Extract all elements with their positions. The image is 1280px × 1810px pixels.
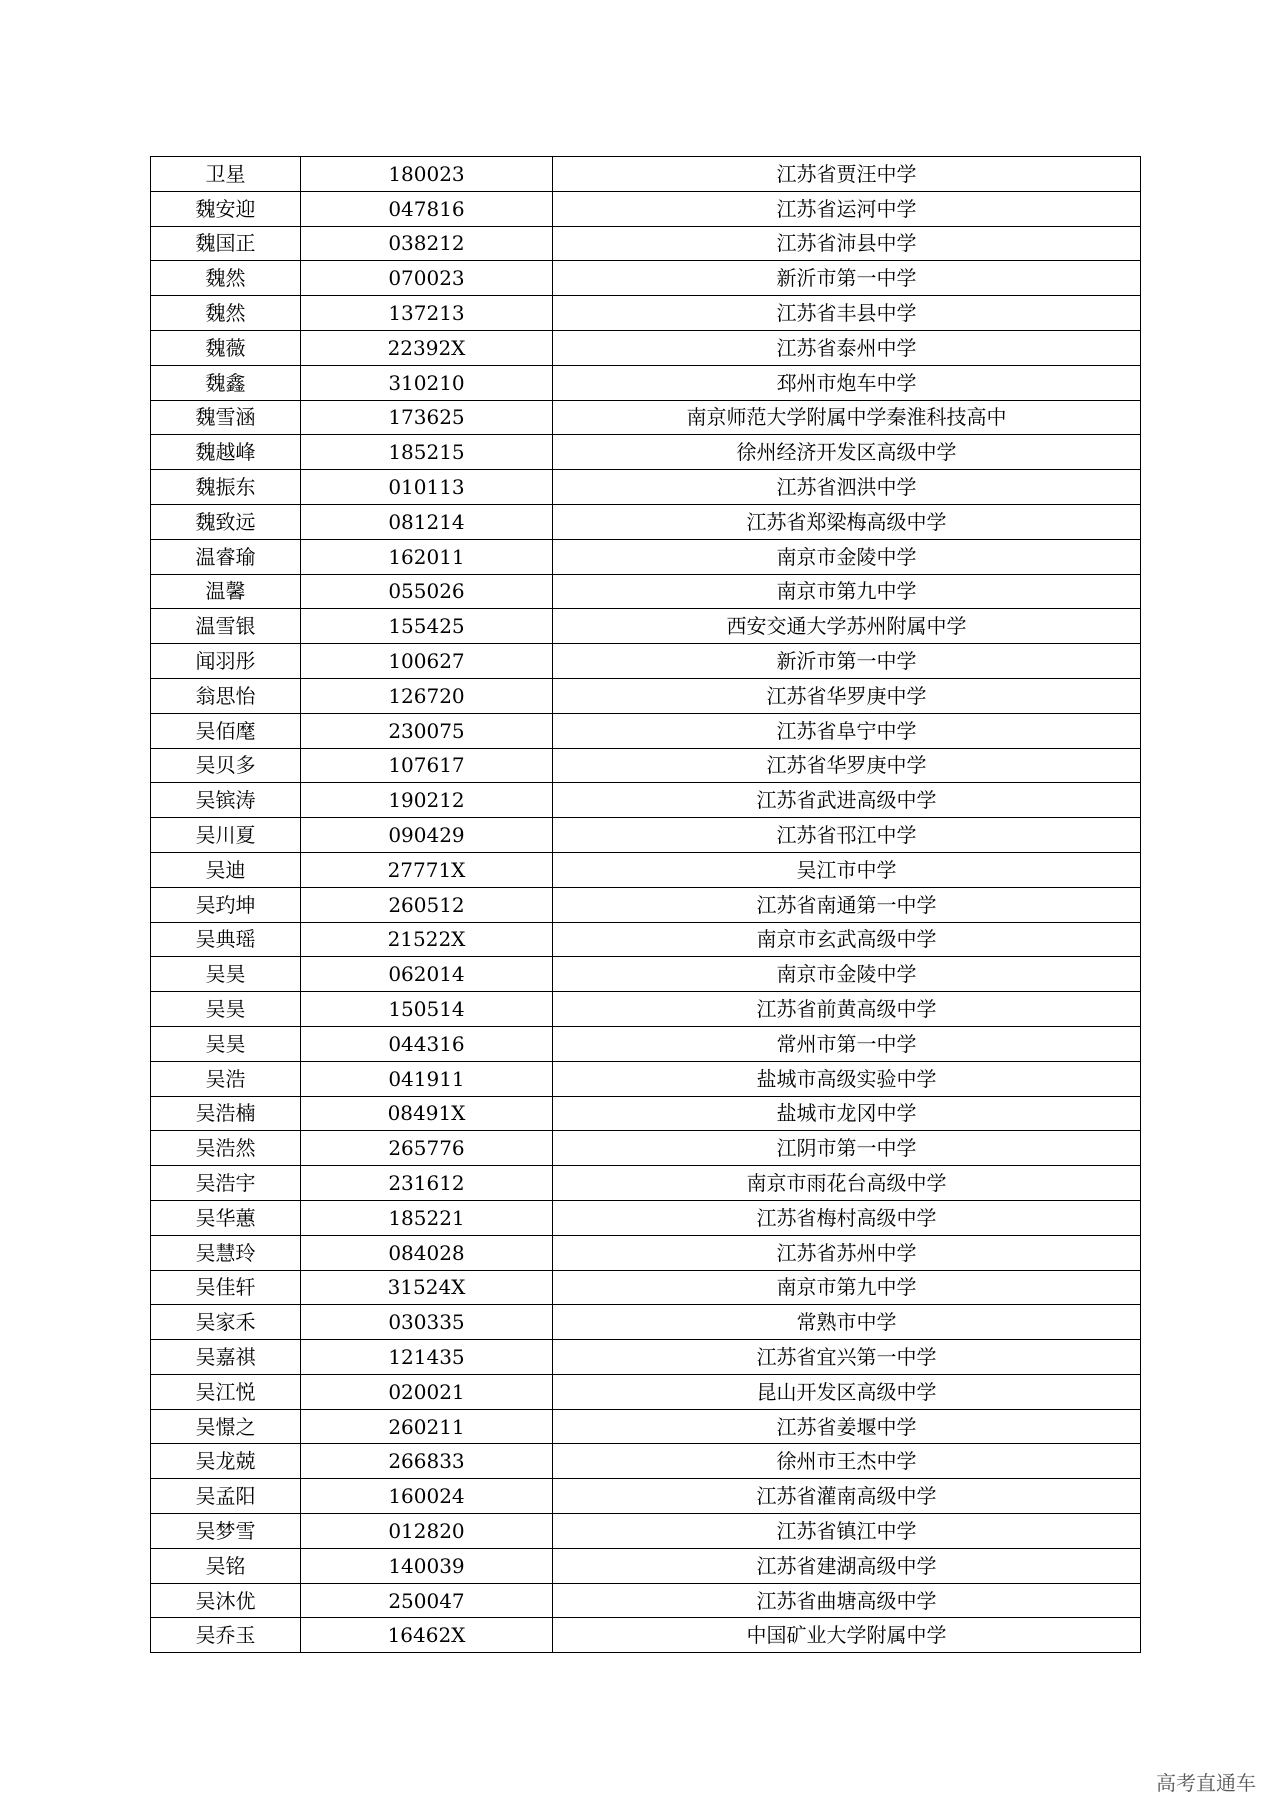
watermark-text: 高考直通车	[1156, 1771, 1256, 1795]
table-row	[151, 1409, 1141, 1444]
cell-school: 西安交通大学苏州附属中学	[553, 609, 1141, 644]
cell-school: 江苏省武进高级中学	[553, 783, 1141, 818]
cell-name: 吴浩	[151, 1061, 301, 1096]
table-row	[151, 1131, 1141, 1166]
table-row	[151, 504, 1141, 539]
table-row	[151, 783, 1141, 818]
table-row	[151, 678, 1141, 713]
cell-school: 江苏省灌南高级中学	[553, 1479, 1141, 1514]
cell-school: 江苏省华罗庚中学	[553, 678, 1141, 713]
cell-id: 100627	[301, 644, 553, 679]
cell-id: 173625	[301, 400, 553, 435]
cell-name: 吴铭	[151, 1548, 301, 1583]
table-row	[151, 330, 1141, 365]
cell-id: 090429	[301, 818, 553, 853]
cell-id: 266833	[301, 1444, 553, 1479]
cell-school: 江苏省沛县中学	[553, 226, 1141, 261]
table-row	[151, 609, 1141, 644]
cell-id: 137213	[301, 296, 553, 331]
table-row	[151, 435, 1141, 470]
cell-id: 185215	[301, 435, 553, 470]
cell-school: 江苏省丰县中学	[553, 296, 1141, 331]
table-row	[151, 1374, 1141, 1409]
cell-name: 吴华蕙	[151, 1200, 301, 1235]
table-row	[151, 1340, 1141, 1375]
cell-id: 265776	[301, 1131, 553, 1166]
cell-id: 16462X	[301, 1618, 553, 1653]
cell-school: 徐州经济开发区高级中学	[553, 435, 1141, 470]
cell-school: 新沂市第一中学	[553, 644, 1141, 679]
table-row	[151, 574, 1141, 609]
cell-school: 江苏省曲塘高级中学	[553, 1583, 1141, 1618]
cell-school: 江苏省前黄高级中学	[553, 992, 1141, 1027]
cell-name: 魏雪涵	[151, 400, 301, 435]
cell-id: 030335	[301, 1305, 553, 1340]
cell-name: 魏国正	[151, 226, 301, 261]
cell-id: 260211	[301, 1409, 553, 1444]
table-row	[151, 1096, 1141, 1131]
cell-id: 044316	[301, 1026, 553, 1061]
cell-id: 260512	[301, 887, 553, 922]
cell-name: 闻羽彤	[151, 644, 301, 679]
cell-school: 南京市第九中学	[553, 574, 1141, 609]
cell-school: 江苏省华罗庚中学	[553, 748, 1141, 783]
cell-school: 中国矿业大学附属中学	[553, 1618, 1141, 1653]
cell-id: 310210	[301, 365, 553, 400]
cell-school: 江苏省邗江中学	[553, 818, 1141, 853]
table-row	[151, 1479, 1141, 1514]
cell-name: 吴川夏	[151, 818, 301, 853]
cell-name: 吴玓坤	[151, 887, 301, 922]
cell-id: 150514	[301, 992, 553, 1027]
cell-school: 江苏省南通第一中学	[553, 887, 1141, 922]
table-row	[151, 1270, 1141, 1305]
cell-school: 南京市金陵中学	[553, 539, 1141, 574]
cell-id: 038212	[301, 226, 553, 261]
cell-id: 250047	[301, 1583, 553, 1618]
cell-name: 吴贝多	[151, 748, 301, 783]
table-row	[151, 226, 1141, 261]
cell-id: 185221	[301, 1200, 553, 1235]
table-row	[151, 922, 1141, 957]
cell-school: 吴江市中学	[553, 852, 1141, 887]
cell-school: 邳州市炮车中学	[553, 365, 1141, 400]
cell-school: 新沂市第一中学	[553, 261, 1141, 296]
cell-id: 180023	[301, 157, 553, 192]
table-row	[151, 1514, 1141, 1549]
cell-id: 010113	[301, 470, 553, 505]
cell-name: 吴龙兢	[151, 1444, 301, 1479]
table-row	[151, 748, 1141, 783]
cell-id: 231612	[301, 1166, 553, 1201]
table-row	[151, 1444, 1141, 1479]
table-row	[151, 992, 1141, 1027]
table-row	[151, 887, 1141, 922]
cell-name: 吴家禾	[151, 1305, 301, 1340]
cell-school: 常州市第一中学	[553, 1026, 1141, 1061]
table-row	[151, 644, 1141, 679]
cell-name: 吴浩宇	[151, 1166, 301, 1201]
cell-id: 190212	[301, 783, 553, 818]
cell-school: 江苏省泗洪中学	[553, 470, 1141, 505]
table-row	[151, 1166, 1141, 1201]
cell-school: 盐城市高级实验中学	[553, 1061, 1141, 1096]
cell-id: 041911	[301, 1061, 553, 1096]
cell-name: 魏鑫	[151, 365, 301, 400]
cell-school: 江苏省郑梁梅高级中学	[553, 504, 1141, 539]
table-row	[151, 157, 1141, 192]
table-row	[151, 296, 1141, 331]
cell-name: 温睿瑜	[151, 539, 301, 574]
cell-name: 魏振东	[151, 470, 301, 505]
cell-school: 南京市第九中学	[553, 1270, 1141, 1305]
cell-school: 江苏省苏州中学	[553, 1235, 1141, 1270]
cell-school: 南京市玄武高级中学	[553, 922, 1141, 957]
cell-name: 魏越峰	[151, 435, 301, 470]
cell-school: 江苏省镇江中学	[553, 1514, 1141, 1549]
cell-name: 吴昊	[151, 992, 301, 1027]
cell-school: 江苏省梅村高级中学	[553, 1200, 1141, 1235]
cell-name: 魏安迎	[151, 191, 301, 226]
cell-school: 南京市雨花台高级中学	[553, 1166, 1141, 1201]
roster-body	[151, 157, 1141, 1653]
cell-school: 江苏省姜堰中学	[553, 1409, 1141, 1444]
cell-name: 温雪银	[151, 609, 301, 644]
cell-id: 21522X	[301, 922, 553, 957]
cell-name: 吴慧玲	[151, 1235, 301, 1270]
table-row	[151, 818, 1141, 853]
cell-school: 徐州市王杰中学	[553, 1444, 1141, 1479]
table-row	[151, 852, 1141, 887]
table-row	[151, 957, 1141, 992]
table-row	[151, 713, 1141, 748]
cell-school: 江苏省泰州中学	[553, 330, 1141, 365]
cell-id: 084028	[301, 1235, 553, 1270]
cell-id: 162011	[301, 539, 553, 574]
table-row	[151, 191, 1141, 226]
table-row	[151, 1618, 1141, 1653]
table-row	[151, 470, 1141, 505]
table-row	[151, 1200, 1141, 1235]
cell-name: 吴乔玉	[151, 1618, 301, 1653]
cell-id: 08491X	[301, 1096, 553, 1131]
cell-name: 吴梦雪	[151, 1514, 301, 1549]
cell-id: 230075	[301, 713, 553, 748]
table-row	[151, 1305, 1141, 1340]
cell-id: 062014	[301, 957, 553, 992]
cell-name: 吴浩楠	[151, 1096, 301, 1131]
table-row	[151, 539, 1141, 574]
cell-name: 魏然	[151, 296, 301, 331]
cell-id: 012820	[301, 1514, 553, 1549]
cell-school: 南京市金陵中学	[553, 957, 1141, 992]
cell-school: 昆山开发区高级中学	[553, 1374, 1141, 1409]
cell-name: 魏薇	[151, 330, 301, 365]
cell-name: 吴江悦	[151, 1374, 301, 1409]
cell-name: 吴沐优	[151, 1583, 301, 1618]
cell-id: 107617	[301, 748, 553, 783]
cell-school: 江苏省贾汪中学	[553, 157, 1141, 192]
cell-name: 吴迪	[151, 852, 301, 887]
cell-name: 卫星	[151, 157, 301, 192]
cell-name: 魏然	[151, 261, 301, 296]
cell-id: 140039	[301, 1548, 553, 1583]
cell-id: 081214	[301, 504, 553, 539]
cell-id: 22392X	[301, 330, 553, 365]
cell-name: 温馨	[151, 574, 301, 609]
cell-name: 吴憬之	[151, 1409, 301, 1444]
cell-name: 吴孟阳	[151, 1479, 301, 1514]
table-row	[151, 1026, 1141, 1061]
cell-id: 126720	[301, 678, 553, 713]
cell-school: 盐城市龙冈中学	[553, 1096, 1141, 1131]
cell-school: 常熟市中学	[553, 1305, 1141, 1340]
cell-name: 吴佰麾	[151, 713, 301, 748]
cell-id: 160024	[301, 1479, 553, 1514]
table-row	[151, 261, 1141, 296]
cell-name: 吴昊	[151, 1026, 301, 1061]
cell-school: 江苏省运河中学	[553, 191, 1141, 226]
cell-name: 吴嘉祺	[151, 1340, 301, 1375]
table-row	[151, 400, 1141, 435]
cell-name: 魏致远	[151, 504, 301, 539]
cell-id: 27771X	[301, 852, 553, 887]
cell-id: 070023	[301, 261, 553, 296]
table-row	[151, 1235, 1141, 1270]
cell-name: 吴佳轩	[151, 1270, 301, 1305]
cell-school: 江苏省阜宁中学	[553, 713, 1141, 748]
table-row	[151, 1583, 1141, 1618]
cell-school: 江苏省建湖高级中学	[553, 1548, 1141, 1583]
cell-id: 155425	[301, 609, 553, 644]
table-row	[151, 1061, 1141, 1096]
roster-table	[150, 156, 1141, 1653]
cell-id: 055026	[301, 574, 553, 609]
cell-name: 翁思怡	[151, 678, 301, 713]
cell-id: 121435	[301, 1340, 553, 1375]
cell-name: 吴浩然	[151, 1131, 301, 1166]
cell-school: 南京师范大学附属中学秦淮科技高中	[553, 400, 1141, 435]
cell-id: 31524X	[301, 1270, 553, 1305]
cell-name: 吴昊	[151, 957, 301, 992]
table-row	[151, 365, 1141, 400]
cell-name: 吴典瑶	[151, 922, 301, 957]
cell-school: 江苏省宜兴第一中学	[553, 1340, 1141, 1375]
table-row	[151, 1548, 1141, 1583]
cell-name: 吴镔涛	[151, 783, 301, 818]
cell-id: 047816	[301, 191, 553, 226]
cell-id: 020021	[301, 1374, 553, 1409]
cell-school: 江阴市第一中学	[553, 1131, 1141, 1166]
